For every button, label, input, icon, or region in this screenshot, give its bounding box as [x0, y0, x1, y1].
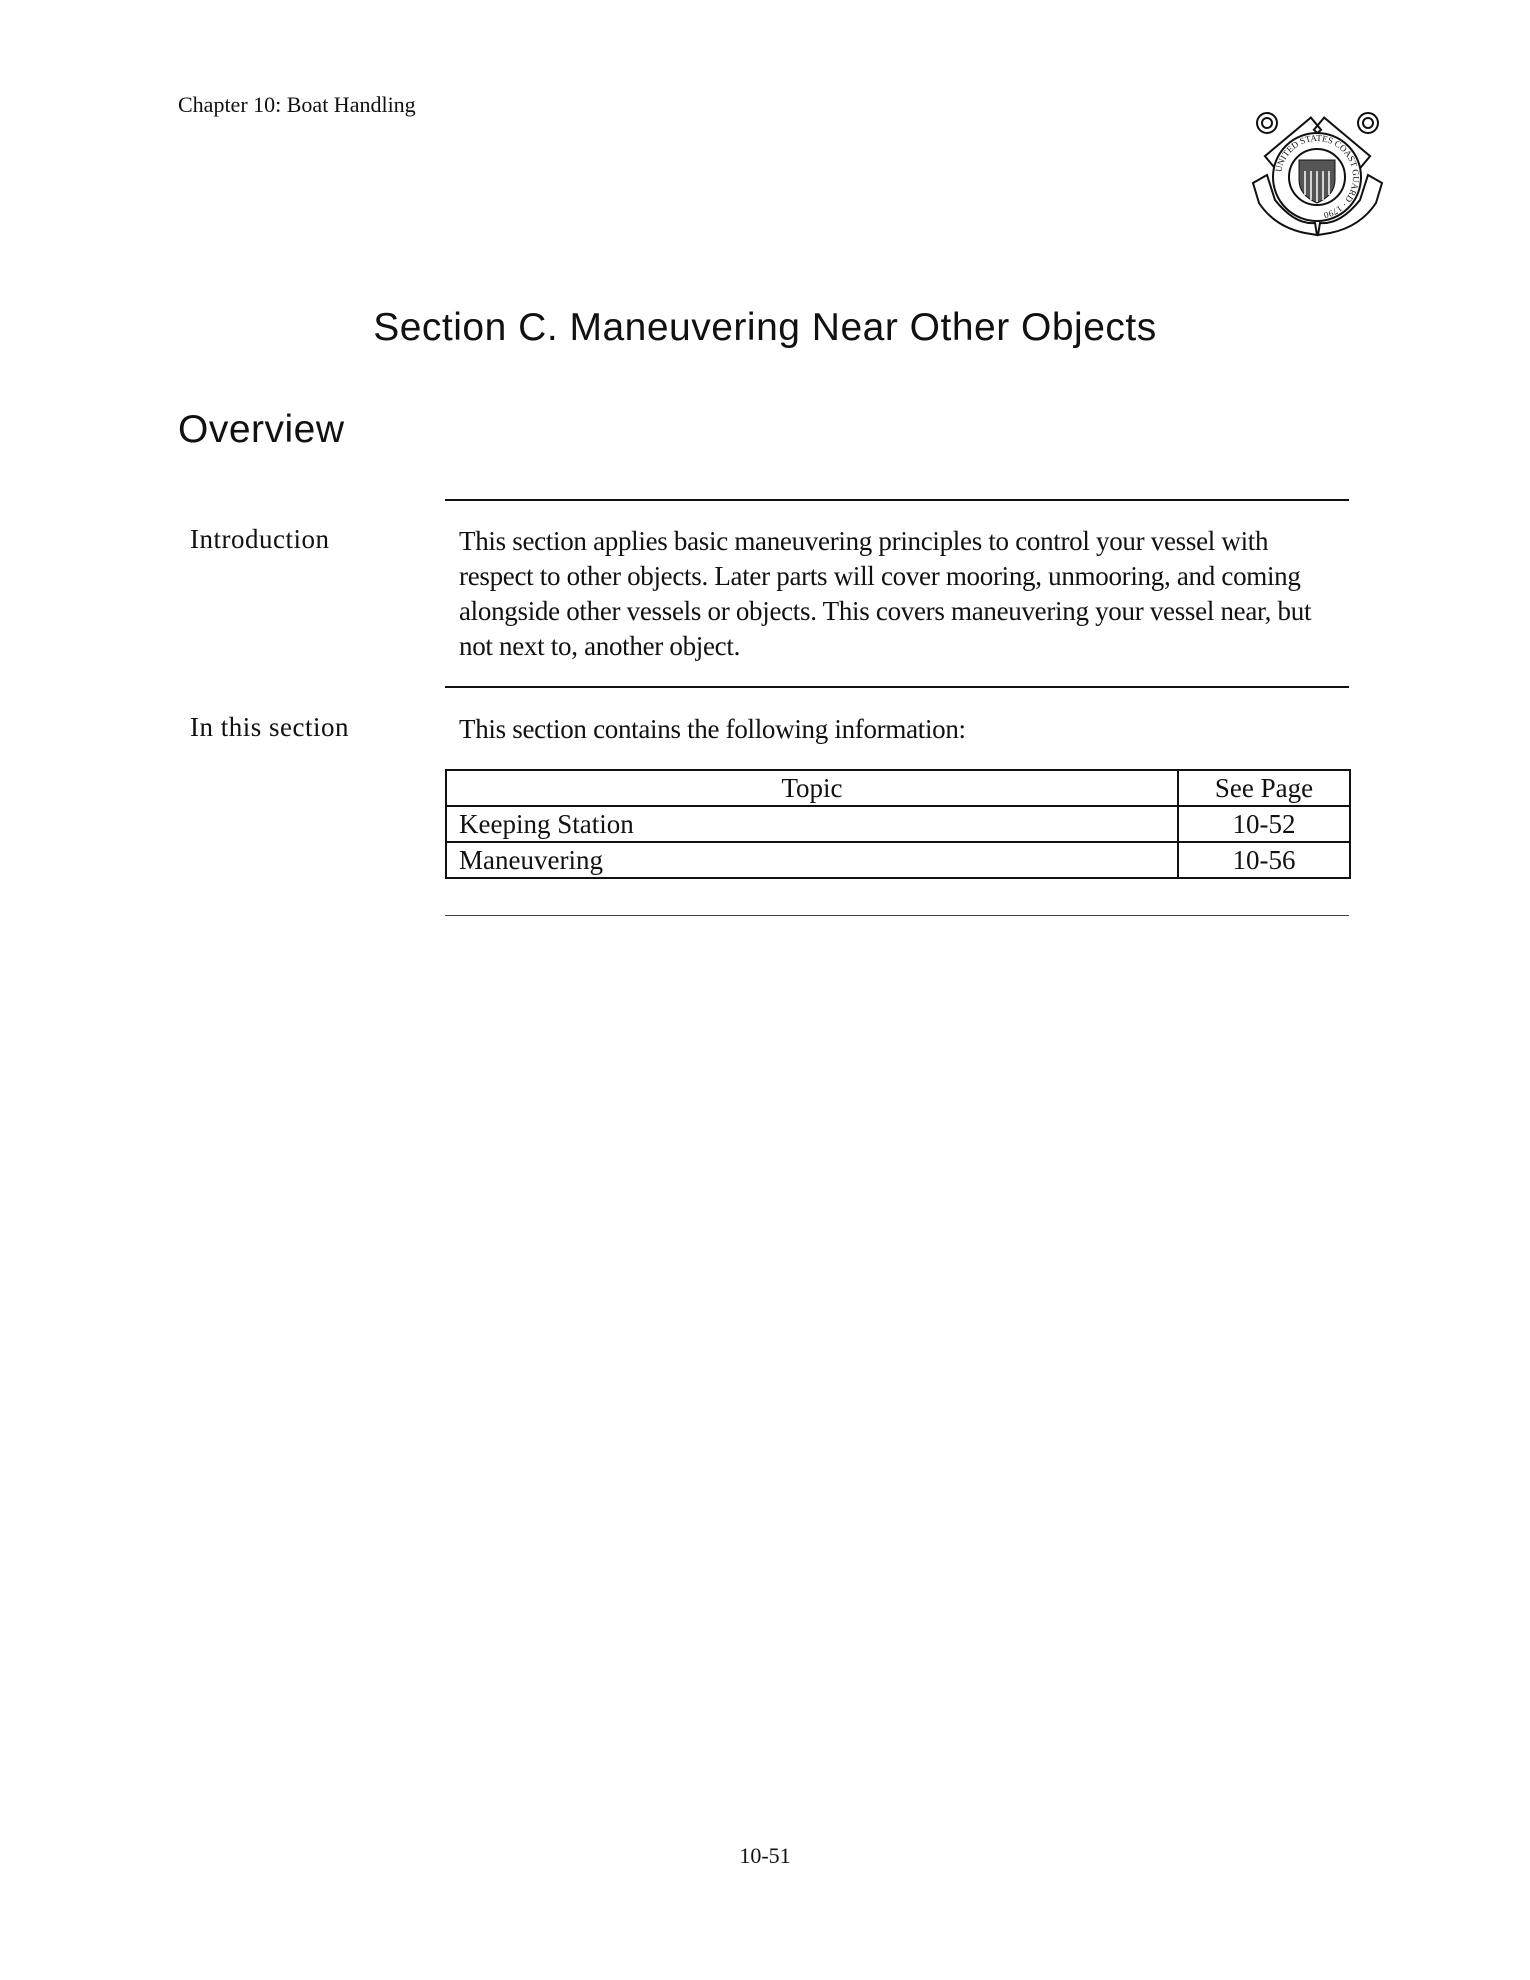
column-header-see-page: See Page	[1178, 770, 1350, 806]
topic-cell: Maneuvering	[446, 842, 1178, 878]
section-title: Section C. Maneuvering Near Other Objects	[373, 306, 1157, 349]
introduction-text: This section applies basic maneuvering principles to control your vessel with respect to other objects. Later parts will cover mooring, unmooring, and coming alongside other vessels or objects. This covers maneuvering your vessel near, but not next to, another object.	[459, 526, 1312, 661]
overview-heading: Overview	[178, 408, 345, 451]
svg-text:UNITED STATES COAST GUARD · 17: UNITED STATES COAST GUARD · 1790	[1273, 132, 1362, 221]
divider	[445, 915, 1349, 916]
column-header-topic: Topic	[446, 770, 1178, 806]
running-header: Chapter 10: Boat Handling	[178, 92, 416, 117]
coast-guard-seal-icon	[1245, 105, 1390, 240]
table-row	[446, 842, 1350, 878]
in-this-section-text: This section contains the following information:	[459, 714, 966, 744]
introduction-label: Introduction	[190, 524, 330, 554]
page-cell: 10-56	[1178, 842, 1350, 878]
page-cell: 10-52	[1178, 806, 1350, 842]
contents-table	[445, 769, 1351, 879]
divider	[445, 686, 1349, 688]
table-header-row	[446, 770, 1350, 806]
page-number: 10-51	[739, 1843, 791, 1868]
table-row	[446, 806, 1350, 842]
in-this-section-label: In this section	[190, 712, 349, 742]
topic-cell: Keeping Station	[446, 806, 1178, 842]
divider	[445, 499, 1349, 501]
